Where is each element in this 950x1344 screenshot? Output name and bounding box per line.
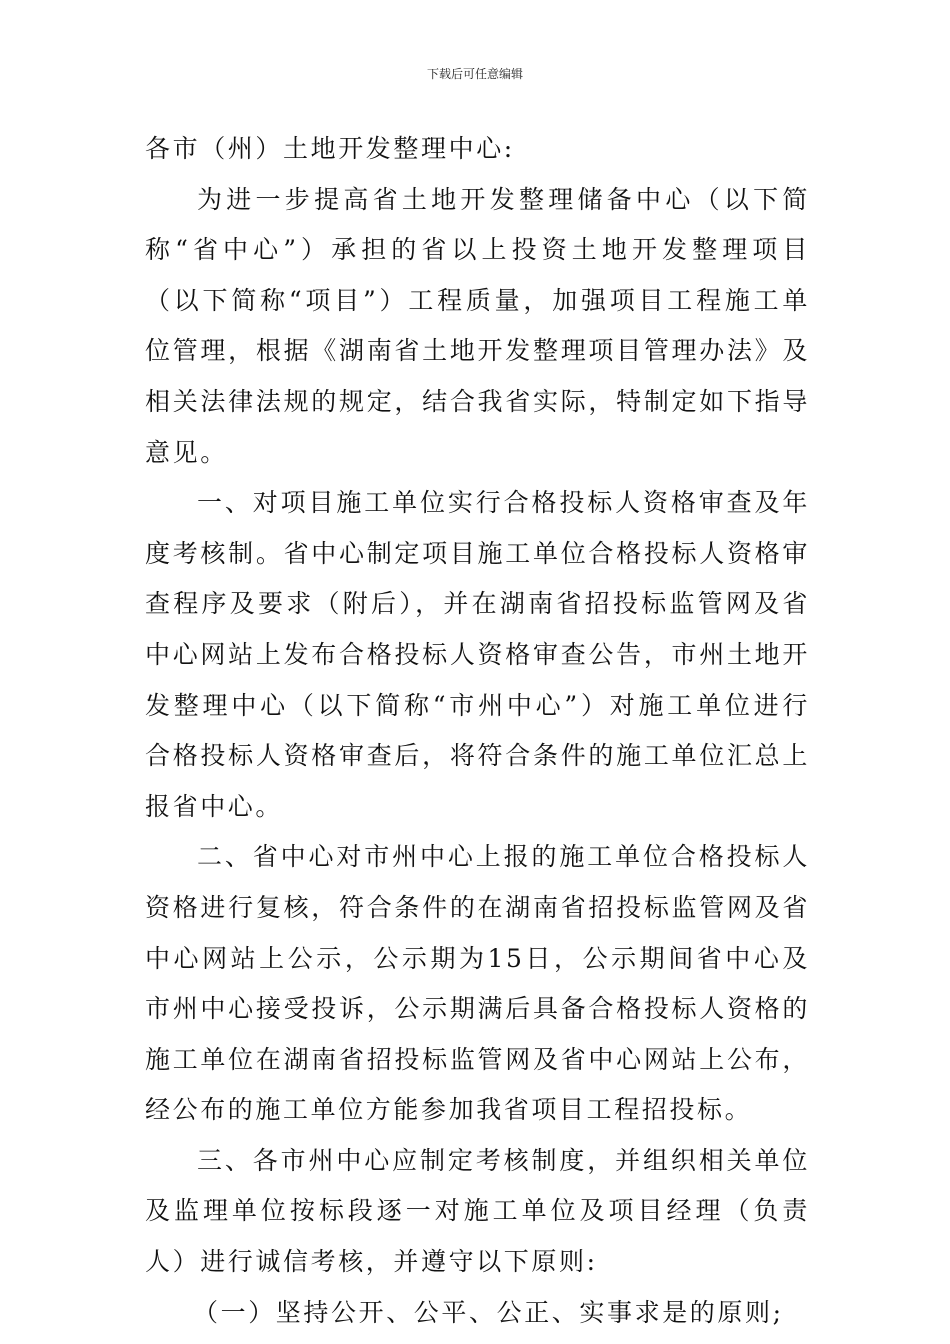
paragraph-item-1: 一、对项目施工单位实行合格投标人资格审查及年度考核制。省中心制定项目施工单位合格投标人资格审查程序及要求（附后），并在湖南省招投标监管网及省中心网站上发布合格投标人资格审查公告，市州土地开发整理中心（以下简称“市州中心”）对施工单位进行合格投标人资格审查后，将符合条件的施工单位汇总上报省中心。: [145, 488, 810, 821]
paragraph-intro: 为进一步提高省土地开发整理储备中心（以下简称“省中心”）承担的省以上投资土地开发整理项目（以下简称“项目”）工程质量，加强项目工程施工单位管理，根据《湖南省土地开发整理项目管理办法》及相关法律法规的规定，结合我省实际，特制定如下指导意见。: [145, 184, 810, 467]
page-header-note: 下载后可任意编辑: [426, 67, 523, 81]
document-body: [145, 124, 810, 1338]
paragraph-item-2: 二、省中心对市州中心上报的施工单位合格投标人资格进行复核，符合条件的在湖南省招投标监管网及省中心网站上公示，公示期为15日，公示期间省中心及市州中心接受投诉，公示期满后具备合格投标人资格的施工单位在湖南省招投标监管网及省中心网站上公布，经公布的施工单位方能参加我省项目工程招投标。: [145, 842, 810, 1125]
salutation: 各市（州）土地开发整理中心:: [145, 134, 515, 163]
paragraph-subitem-1: （一）坚持公开、公平、公正、实事求是的原则;: [193, 1297, 784, 1327]
paragraph-item-3: 三、各市州中心应制定考核制度，并组织相关单位及监理单位按标段逐一对施工单位及项目经理（负责人）进行诚信考核，并遵守以下原则:: [145, 1145, 810, 1277]
